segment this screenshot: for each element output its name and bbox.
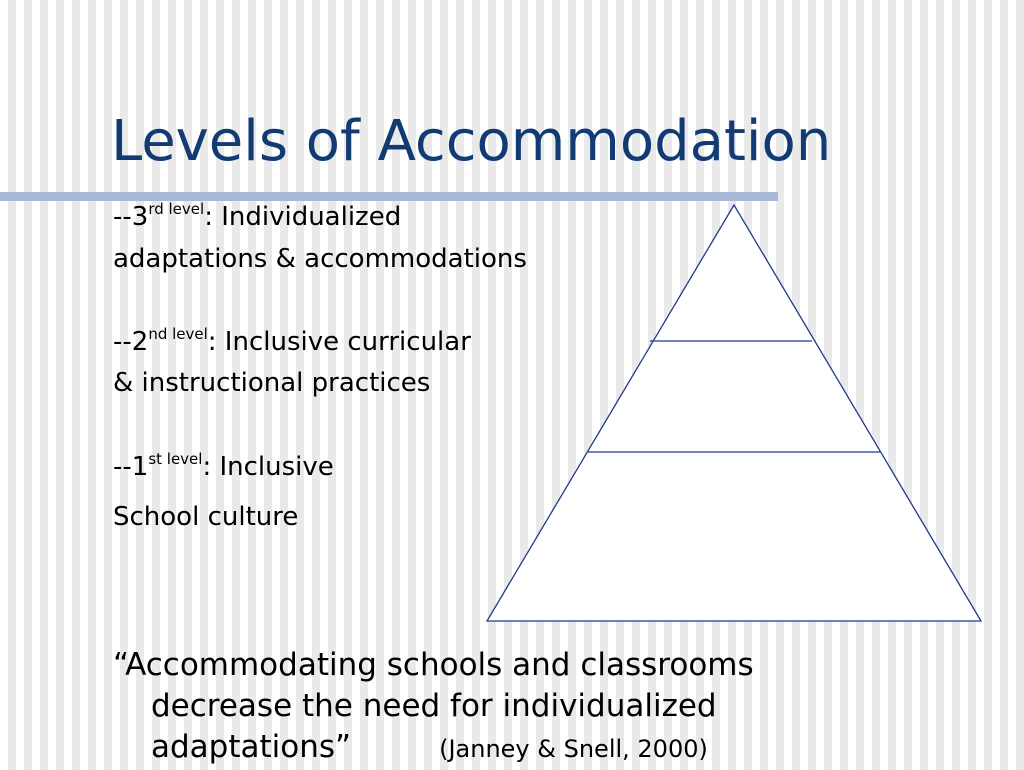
level-1-heading bbox=[113, 450, 334, 484]
level-2-superscript: nd level bbox=[148, 325, 208, 343]
quote-line-2: decrease the need for individualized bbox=[151, 688, 717, 724]
level-3-prefix: --3 bbox=[113, 202, 149, 232]
slide-title: Levels of Accommodation bbox=[111, 109, 832, 174]
level-2-heading bbox=[113, 325, 471, 359]
quote-block bbox=[113, 645, 903, 770]
quote-line-1: “Accommodating schools and classrooms bbox=[113, 647, 754, 683]
level-3-heading bbox=[113, 200, 401, 234]
quote-line-3-text: adaptations” bbox=[151, 729, 352, 765]
pyramid-outline bbox=[487, 205, 981, 621]
level-2-title: : Inclusive curricular bbox=[207, 327, 471, 357]
level-1-description: School culture bbox=[113, 502, 299, 532]
level-2-prefix: --2 bbox=[113, 327, 149, 357]
level-3-superscript: rd level bbox=[148, 200, 205, 218]
level-2-description: & instructional practices bbox=[113, 368, 431, 398]
quote-line-3 bbox=[113, 727, 903, 770]
level-3-description: adaptations & accommodations bbox=[113, 244, 527, 274]
level-3-title: : Individualized bbox=[204, 202, 402, 232]
level-1-title: : Inclusive bbox=[202, 452, 334, 482]
quote-citation: (Janney & Snell, 2000) bbox=[439, 735, 708, 763]
pyramid-diagram bbox=[480, 200, 990, 630]
level-1-prefix: --1 bbox=[113, 452, 149, 482]
level-1-superscript: st level bbox=[148, 450, 203, 468]
